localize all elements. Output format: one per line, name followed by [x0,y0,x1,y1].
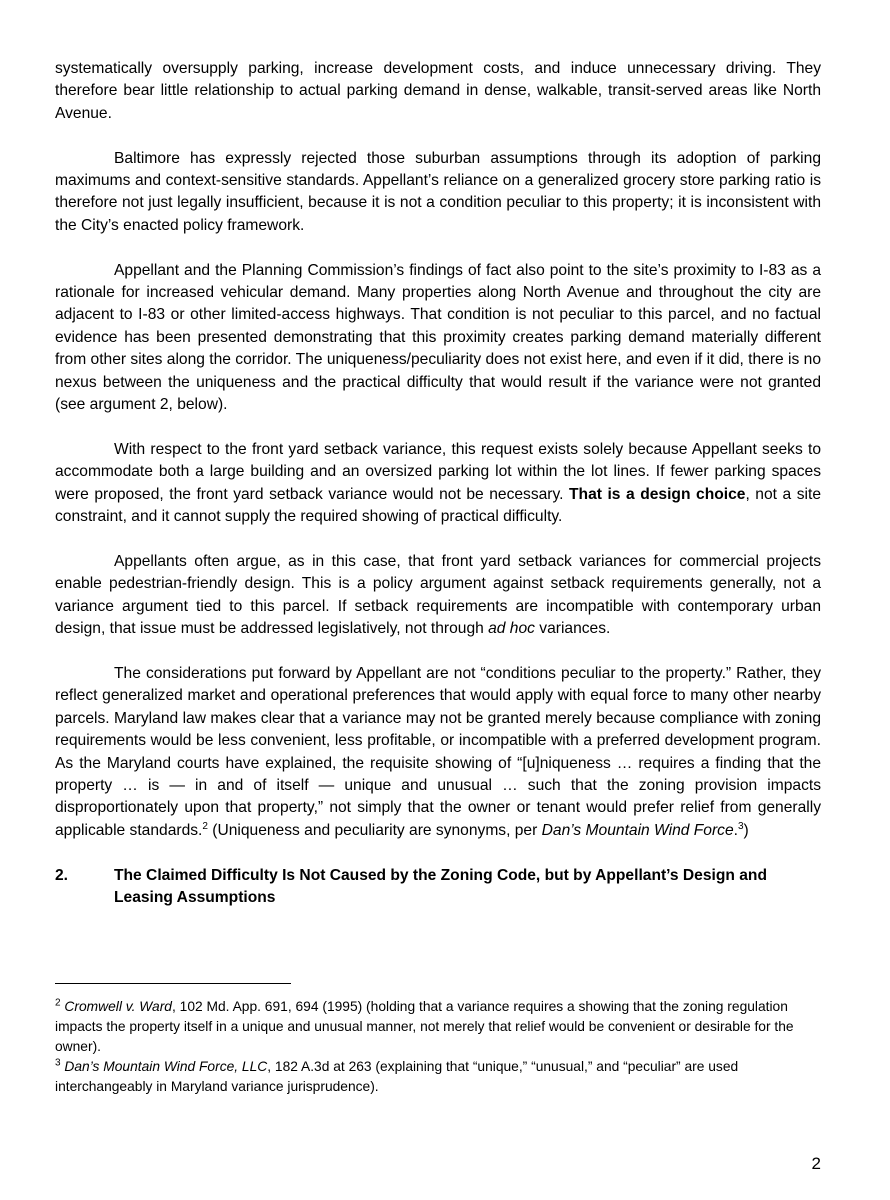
footnote-3 [55,1057,830,1097]
footnote-ref-2[interactable]: 2 [202,820,208,832]
paragraph-1-text: systematically oversupply parking, increase development costs, and induce unnecessary driving. They therefore bear little relationship to actual parking demand in dense, walkable, transit-served areas like North Avenue. [55,60,821,122]
paragraph-5-text-end: variances. [534,620,611,638]
paragraph-5-text: Appellants often argue, as in this case, that front yard setback variances for commercial projects enable pedestrian-friendly design. This is a policy argument against setback requirements generally, not a variance argument tied to this parcel. If setback requirements are incompatible with contemporary urban design, that issue must be addressed legislatively, not through [55,552,821,638]
footnote-separator [55,983,291,984]
paragraph-6-period: . [733,821,738,839]
footnote-2-number: 2 [55,997,61,1009]
paragraph-1 [55,58,821,125]
paragraph-4-text-end: , not a site constraint, and it cannot supply the required showing of practical difficulty. [55,485,822,526]
paragraph-4-bold-text: That is a design choice [569,485,746,503]
paragraph-3 [55,260,821,417]
paragraph-2 [55,148,821,238]
paragraph-6-text-mid: (Uniqueness and peculiarity are synonyms, per [207,821,542,839]
footnote-2-case-name: Cromwell v. Ward [64,999,172,1014]
paragraph-5-italic-text: ad hoc [488,620,535,638]
section-heading-text: The Claimed Difficulty Is Not Caused by the Zoning Code, but by Appellant’s Design and Leasing Assumptions [114,866,767,906]
footnote-2 [55,997,830,1057]
paragraph-3-text: Appellant and the Planning Commission’s findings of fact also point to the site’s proximity to I-83 as a rationale for increased vehicular demand. Many properties along North Avenue and throughout the city are adjacent to I-83 or other limited-access highways. That condition is not peculiar to this parcel, and no factual evidence has been presented demonstrating that this proximity creates parking demand materially different from other sites along the corridor. The uniqueness/peculiarity does not exist here, and even if it did, there is no nexus between the uniqueness and the practical difficulty that would result if the variance were not granted (see argument 2, below). [55,261,821,414]
paragraph-6-text: The considerations put forward by Appellant are not “conditions peculiar to the property.” Rather, they reflect generalized market and operational preferences that would apply with equal force to many other nearby parcels. Maryland law makes clear that a variance may not be granted merely because compliance with zoning requirements would be less convenient, less profitable, or incompatible with a preferred development program. As the Maryland courts have explained, the requisite showing of “[u]niqueness … requires a finding that the property … is — in and of itself — unique and unusual … such that the zoning provision impacts disproportionately upon that property,” not simply that the owner or tenant would prefer relief from generally applicable standards. [55,664,821,839]
paragraph-6-closing-paren: ) [743,821,749,839]
footnote-3-case-name: Dan’s Mountain Wind Force, LLC [64,1059,268,1074]
footnote-3-number: 3 [55,1057,61,1069]
section-heading-number: 2. [55,866,69,884]
paragraph-6 [55,663,821,842]
footnote-2-text: , 102 Md. App. 691, 694 (1995) (holding that a variance requires a showing that the zoning regulation impacts the property itself in a unique and unusual manner, not merely that relief would be convenient or desirable for the owner). [55,999,794,1054]
paragraph-6-case-name: Dan’s Mountain Wind Force [541,821,734,839]
page-number: 2 [811,1154,821,1173]
footnote-ref-3[interactable]: 3 [737,820,744,832]
paragraph-2-text: Baltimore has expressly rejected those suburban assumptions through its adoption of parking maximums and context-sensitive standards. Appellant’s reliance on a generalized grocery store parking ratio is therefore not just legally insufficient, because it is not a condition peculiar to this property; it is inconsistent with the City’s enacted policy framework. [55,149,821,234]
document-body [55,58,821,909]
paragraph-5 [55,551,821,641]
footnotes [55,997,830,1097]
section-heading-2 [55,865,821,910]
paragraph-4-text: With respect to the front yard setback variance, this request exists solely because Appellant seeks to accommodate both a large building and an oversized parking lot within the lot lines. If fewer parking spaces were proposed, the front yard setback variance would not be necessary. [55,440,821,503]
paragraph-4 [55,439,821,529]
footnote-3-text: , 182 A.3d at 263 (explaining that “unique,” “unusual,” and “peculiar” are used interchangeably in Maryland variance jurisprudence). [55,1059,739,1094]
